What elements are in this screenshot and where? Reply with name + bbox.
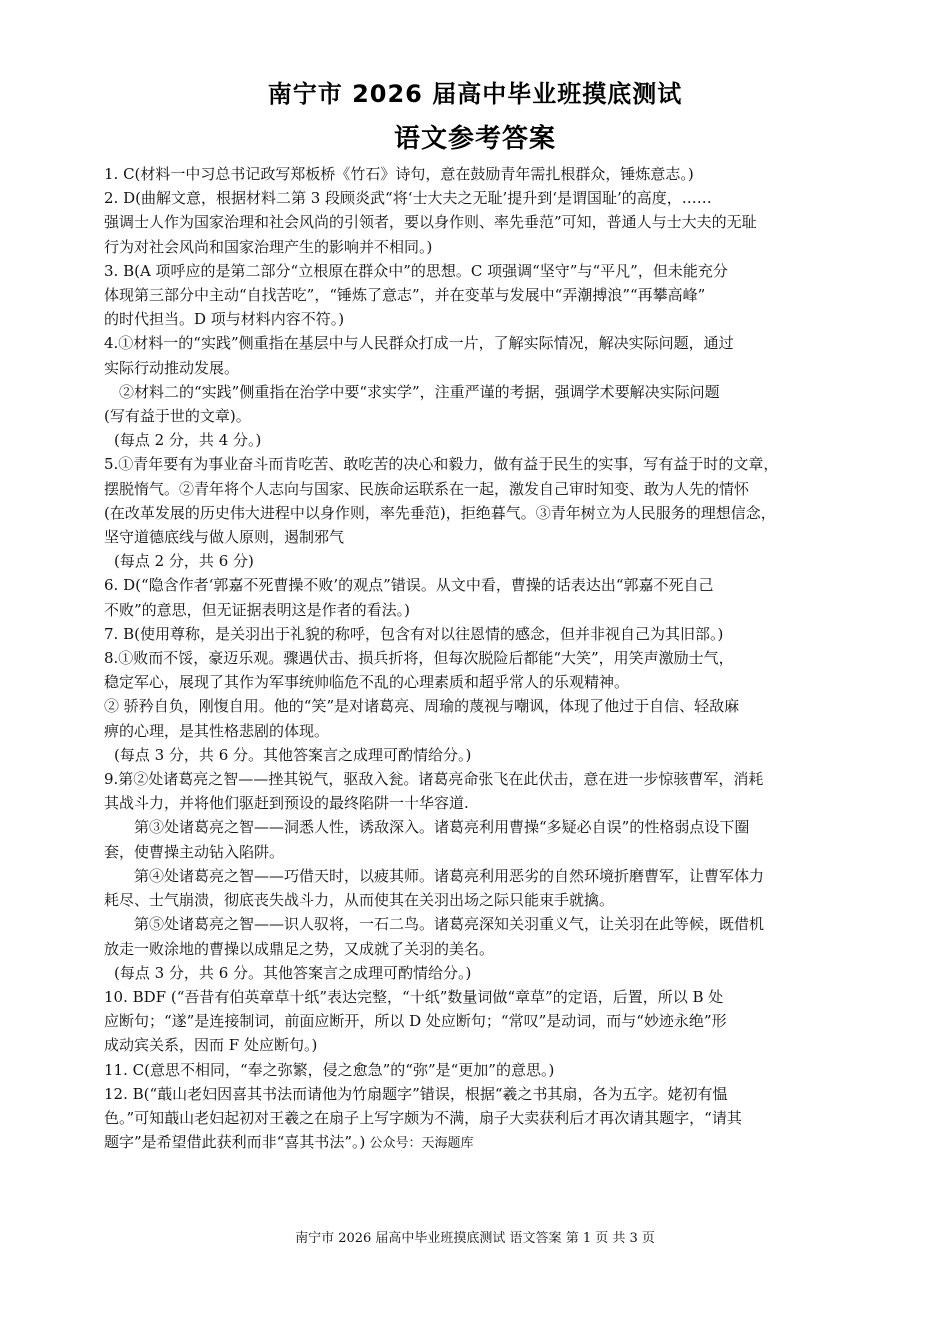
- answer-line: 稳定军心，展现了其作为军事统帅临危不乱的心理素质和超乎常人的乐观精神。: [104, 673, 630, 692]
- scoring-note: (每点 2 分，共 4 分。): [114, 431, 262, 450]
- answer-line: 1. C(材料一中习总书记政写郑板桥《竹石》诗句，意在鼓励青年需扎根群众，锤炼意志。): [104, 165, 694, 183]
- answer-line: 12. B(“蕺山老妇因喜其书法而请他为竹扇题字”错误，根据“羲之书其扇，各为五字。姥初有愠: [104, 1084, 728, 1103]
- answer-line: 套，使曹操主动钻入陷阱。: [104, 842, 285, 861]
- document-title: 南宁市 2026 届高中毕业班摸底测试: [267, 80, 683, 108]
- answer-line: 4.①材料一的“实践”侧重指在基层中与人民群众打成一片，了解实际情况，解决实际问题，通过: [104, 334, 734, 353]
- answer-line: 9.第②处诸葛亮之智——挫其锐气，驱敌入瓮。诸葛亮命张飞在此伏击，意在进一步惊骇曹军，消耗: [104, 770, 764, 789]
- answer-line: 放走一败涂地的曹操以成鼎足之势，又成就了关羽的美名。: [104, 939, 495, 958]
- answer-line: 第⑤处诸葛亮之智——识人驭将，一石二鸟。诸葛亮深知关羽重义气，让关羽在此等候，既借机: [134, 915, 765, 934]
- answer-line: 实际行动推动发展。: [104, 358, 240, 377]
- answer-line: [104, 1130, 856, 1156]
- scoring-note: (每点 3 分，共 6 分。其他答案言之成理可酌情给分。): [114, 745, 472, 764]
- answer-line: 11. C(意思不相同，“奉之弥繁，侵之愈急”的“弥”是“更加”的意思。): [104, 1060, 555, 1079]
- answer-line: 7. B(使用尊称，是关羽出于礼貌的称呼，包含有对以往恩情的感念，但并非视自己为其旧部。): [104, 624, 724, 643]
- answer-line: 的时代担当。D 项与材料内容不符。): [104, 310, 345, 329]
- answer-line: 第③处诸葛亮之智——洞悉人性，诱敌深入。诸葛亮利用曹操“多疑必自误”的性格弱点设下圈: [134, 818, 750, 837]
- answer-line: 强调士人作为国家治理和社会风尚的引领者，要以身作则、率先垂范”可知，普通人与士大夫的无耻: [104, 213, 757, 232]
- answer-line: 色。”可知蕺山老妇起初对王羲之在扇子上写字颇为不满，扇子大卖获利后才再次请其题字，“请其: [104, 1108, 742, 1127]
- answer-line: ②材料二的“实践”侧重指在治学中要“求实学”，注重严谨的考据，强调学术要解决实际问题: [119, 382, 720, 401]
- watermark-text: 公众号：天海题库: [365, 1136, 474, 1152]
- answer-line: 体现第三部分中主动“自找苦吃”，“锤炼了意志”，并在变革与发展中“弄潮搏浪”“再攀高峰”: [104, 286, 706, 305]
- answer-line: (在改革发展的历史伟大进程中以身作则，率先垂范)，拒绝暮气。③青年树立为人民服务的理想信念，: [104, 503, 776, 522]
- answer-line: (写有益于世的文章)。: [104, 407, 251, 426]
- answer-line: 8.①败而不馁，豪迈乐观。骤遇伏击、损兵折将，但每次脱险后都能“大笑”，用笑声激励士气，: [104, 649, 734, 668]
- answer-line: 5.①青年要有为事业奋斗而肯吃苦、敢吃苦的决心和毅力，做有益于民生的实事，写有益于时的文章，: [104, 455, 779, 474]
- answer-line: 其战斗力，并将他们驱赶到预设的最终陷阱一十华容道.: [104, 794, 469, 813]
- answer-line: 痹的心理，是其性格悲剧的体现。: [104, 721, 330, 740]
- answer-line: 成动宾关系，因而 F 处应断句。): [104, 1036, 318, 1055]
- answer-line: 耗尽、士气崩溃，彻底丧失战斗力，从而使其在关羽出场之际只能束手就擒。: [104, 891, 615, 910]
- scoring-note: (每点 3 分，共 6 分。其他答案言之成理可酌情给分。): [114, 963, 472, 982]
- answer-line: 摆脱惰气。②青年将个人志向与国家、民族命运联系在一起，激发自己审时知变、敢为人先的情怀: [104, 479, 750, 498]
- answer-line: 行为对社会风尚和国家治理产生的影响并不相同。): [104, 237, 433, 256]
- answer-line: 10. BDF (“吾昔有伯英章草十纸”表达完整，“十纸”数量词做“章草”的定语，后置，所以 B 处: [104, 987, 724, 1006]
- answer-text: 题字”是希望借此获利而非“喜其书法”。): [104, 1133, 366, 1152]
- answer-line: 6. D(“隐含作者‘郭嘉不死曹操不败’的观点”错误。从文中看，曹操的话表达出“郭嘉不死自己: [104, 576, 714, 595]
- answer-line: 第④处诸葛亮之智——巧借天时，以疲其师。诸葛亮利用恶劣的自然环境折磨曹军，让曹军体力: [134, 866, 765, 885]
- answer-line: 2. D(曲解文意，根据材料二第 3 段顾炎武“将‘士大夫之无耻’提升到‘是谓国耻’的高度，……: [104, 189, 712, 208]
- page-footer: 南宁市 2026 届高中毕业班摸底测试 语文答案 第 1 页 共 3 页: [295, 1231, 655, 1246]
- answer-line: 不败”的意思，但无证据表明这是作者的看法。): [104, 600, 411, 619]
- answer-body: [104, 162, 856, 1156]
- answer-line: 3. B(A 项呼应的是第二部分“立根原在群众中”的思想。C 项强调“坚守”与“平凡”，但未能充分: [104, 261, 728, 280]
- scoring-note: (每点 2 分，共 6 分): [114, 552, 254, 571]
- answer-line: 坚守道德底线与做人原则，遏制邪气: [104, 528, 345, 547]
- document-subtitle: 语文参考答案: [393, 124, 556, 154]
- answer-line: 应断句；“遂”是连接制词，前面应断开，所以 D 处应断句；“常叹”是动词，而与“妙迹永绝”形: [104, 1012, 727, 1031]
- answer-line: ② 骄矜自负，刚愎自用。他的“笑”是对诸葛亮、周瑜的蔑视与嘲讽，体现了他过于自信、轻敌麻: [104, 697, 740, 716]
